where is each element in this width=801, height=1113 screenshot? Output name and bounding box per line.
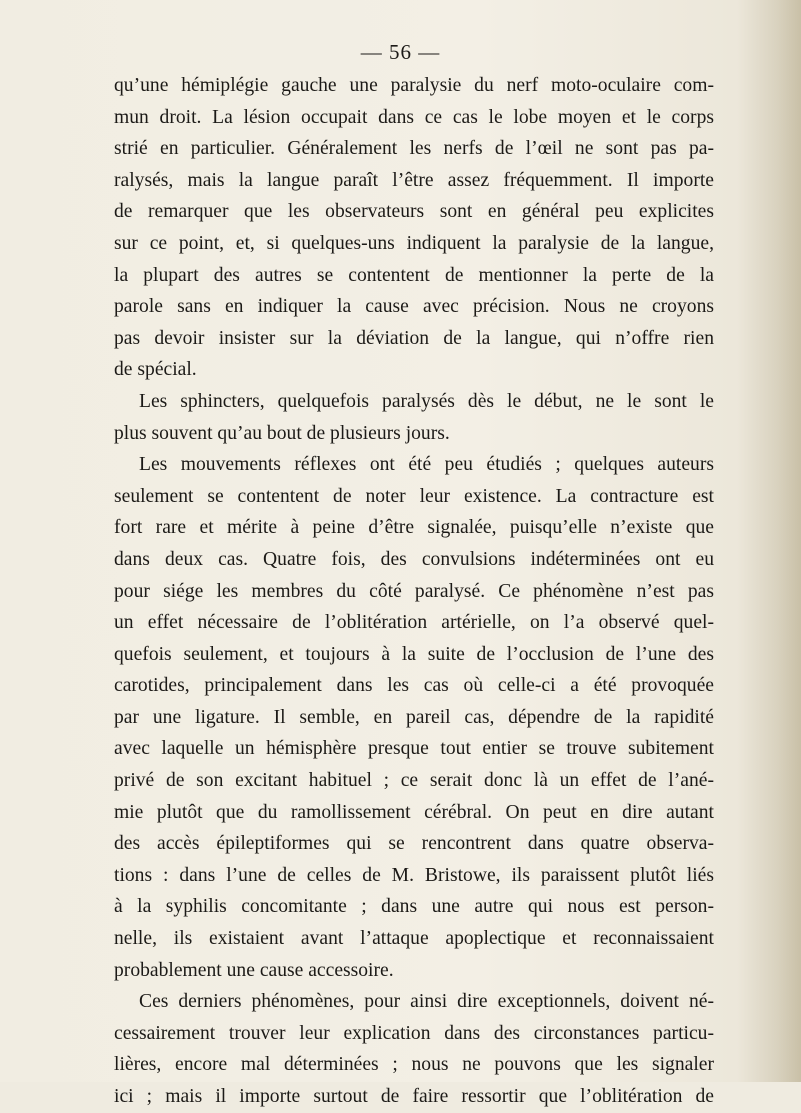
text-line: qu’une hémiplégie gauche une paralysie du nerf moto-oculaire com- [114, 75, 714, 96]
text-line: pas devoir insister sur la déviation de la langue, qui n’offre rien [114, 327, 714, 349]
text-line: ici ; mais il importe surtout de faire ressortir que l’oblitération de [114, 1086, 714, 1107]
text-line: nelle, ils existaient avant l’attaque apoplectique et reconnaissaient [114, 928, 714, 950]
text-line: parole sans en indiquer la cause avec précision. Nous ne croyons [114, 296, 714, 318]
text-line: des accès épileptiformes qui se rencontrent dans quatre observa- [114, 833, 714, 855]
text-line: ralysés, mais la langue paraît l’être assez fréquemment. Il importe [114, 169, 714, 191]
text-line: fort rare et mérite à peine d’être signalée, puisqu’elle n’existe que [114, 517, 714, 539]
page-number: — 56 — [360, 40, 441, 64]
text-line: de spécial. [114, 359, 197, 381]
text-line: Les sphincters, quelquefois paralysés dès le début, ne le sont le [139, 390, 714, 412]
text-line: Les mouvements réflexes ont été peu étudiés ; quelques auteurs [139, 454, 714, 476]
text-line: dans deux cas. Quatre fois, des convulsions indéterminées ont eu [114, 548, 714, 570]
text-line: Ces derniers phénomènes, pour ainsi dire exceptionnels, doivent né- [139, 991, 714, 1013]
text-line: mie plutôt que du ramollissement cérébral. On peut en dire autant [114, 801, 714, 823]
text-line: lières, encore mal déterminées ; nous ne pouvons que les signaler [114, 1054, 714, 1076]
text-line: de remarquer que les observateurs sont en général peu explicites [114, 201, 714, 223]
text-line: probablement une cause accessoire. [114, 959, 394, 981]
text-line: à la syphilis concomitante ; dans une autre qui nous est person- [114, 896, 714, 918]
text-line: tions : dans l’une de celles de M. Bristowe, ils paraissent plutôt liés [114, 864, 714, 886]
text-line: cessairement trouver leur explication dans des circonstances particu- [114, 1022, 714, 1044]
text-line: seulement se contentent de noter leur existence. La contracture est [114, 485, 714, 507]
text-line: carotides, principalement dans les cas où celle-ci a été provoquée [114, 675, 714, 697]
text-line: mun droit. La lésion occupait dans ce cas le lobe moyen et le corps [114, 106, 714, 128]
text-line: sur ce point, et, si quelques-uns indiquent la paralysie de la langue, [114, 232, 714, 254]
text-line: un effet nécessaire de l’oblitération artérielle, on l’a observé quel- [114, 612, 714, 634]
text-line: par une ligature. Il semble, en pareil cas, dépendre de la rapidité [114, 706, 714, 728]
text-line: avec laquelle un hémisphère presque tout entier se trouve subitement [114, 738, 714, 760]
text-line: privé de son excitant habituel ; ce serait donc là un effet de l’ané- [114, 770, 714, 792]
text-line: la plupart des autres se contentent de mentionner la perte de la [114, 264, 714, 286]
text-line: quefois seulement, et toujours à la suite de l’occlusion de l’une des [114, 643, 714, 665]
text-line: strié en particulier. Généralement les nerfs de l’œil ne sont pas pa- [114, 138, 714, 160]
text-line: pour siége les membres du côté paralysé. Ce phénomène n’est pas [114, 580, 714, 602]
body-text [114, 70, 714, 1113]
text-line: plus souvent qu’au bout de plusieurs jours. [114, 422, 450, 444]
